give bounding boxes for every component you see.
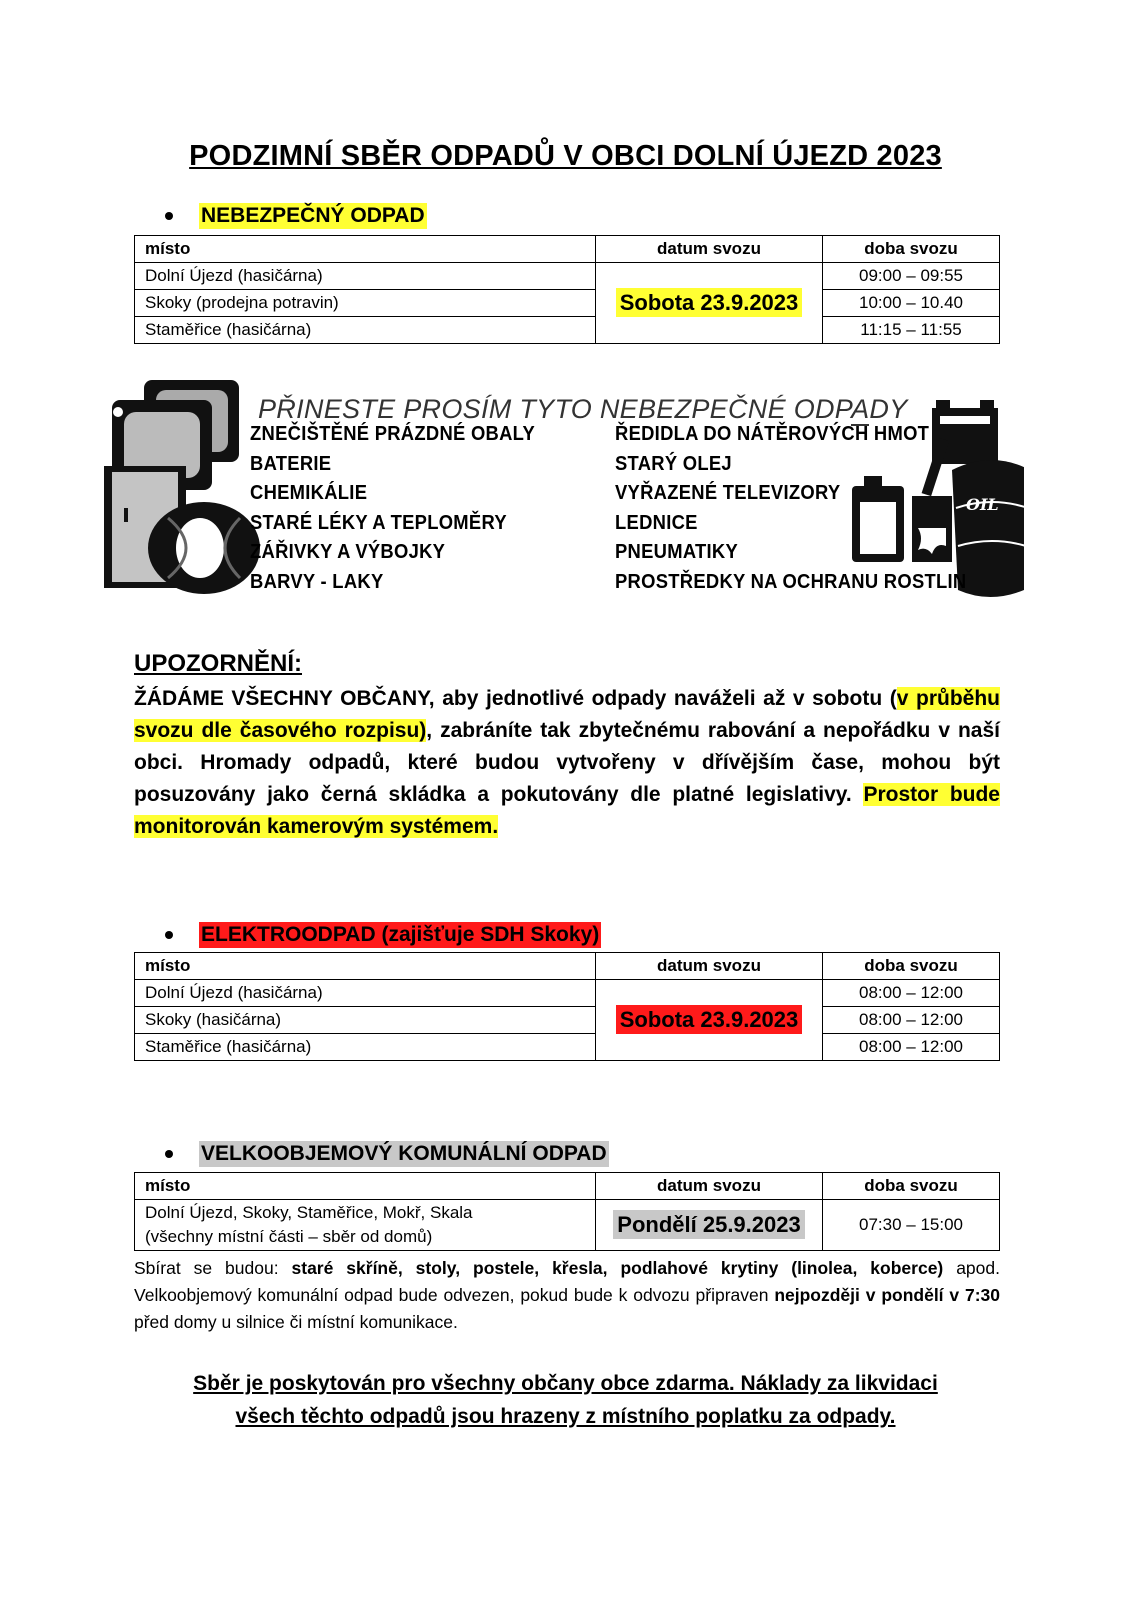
time-cell: 08:00 – 12:00 [823,1007,1000,1034]
column-header-place: místo [135,236,596,263]
list-item: ZÁŘIVKY A VÝBOJKY [250,541,446,563]
warning-title: UPOZORNĚNÍ: [134,650,302,677]
list-item: LEDNICE [615,511,698,534]
place-cell: Dolní Újezd (hasičárna) [135,263,596,290]
column-header-time: doba svozu [823,953,1000,980]
list-item: STARÉ LÉKY A TEPLOMĚRY [250,511,507,534]
hazardous-section-heading [165,203,427,229]
note-bold: nejpozději v pondělí v 7:30 [774,1285,1000,1305]
column-header-date: datum svozu [596,236,823,263]
bulky-section-heading [165,1141,609,1167]
warning-highlight: Prostor bude monitorován kamerovým systémem. [134,783,1000,838]
bulky-schedule-table [134,1172,1000,1251]
note-part: Sbírat se budou: [134,1258,292,1278]
promo-heading-part: PŘINESTE PROSÍM TYTO NEBEZPEČNÉ ODP [258,394,852,424]
note-part: před domy u silnice či místní komunikace. [134,1312,458,1332]
table-row [135,263,1000,290]
list-item: VYŘAZENÉ TELEVIZORY [615,482,841,504]
place-cell: Staměřice (hasičárna) [135,317,596,344]
list-item: ZNEČIŠTĚNÉ PRÁZDNÉ OBALY [250,423,536,445]
promo-list-left [250,420,535,597]
date-cell [596,1200,823,1251]
time-cell: 08:00 – 12:00 [823,980,1000,1007]
footer-line: všech těchto odpadů jsou hrazeny z místního poplatku za odpady. [235,1405,896,1428]
place-cell: Skoky (prodejna potravin) [135,290,596,317]
bullet-icon [165,1150,173,1158]
bulky-note [134,1255,1000,1336]
warning-text [134,683,1000,843]
collection-date: Sobota 23.9.2023 [616,1005,803,1034]
column-header-date: datum svozu [596,1173,823,1200]
warning-highlight: v průběhu svozu dle časového rozpisu) [134,687,1000,742]
collection-date: Sobota 23.9.2023 [616,288,803,317]
place-cell: Dolní Újezd (hasičárna) [135,980,596,1007]
hazardous-heading-label: NEBEZPEČNÝ ODPAD [201,204,425,227]
column-header-date: datum svozu [596,953,823,980]
place-cell: Skoky (hasičárna) [135,1007,596,1034]
table-row [135,1034,1000,1061]
date-cell [596,980,823,1061]
note-bold: staré skříně, stoly, postele, křesla, podlahové krytiny (linolea, koberce) [291,1258,944,1278]
list-item: PNEUMATIKY [615,541,739,563]
list-item: ŘEDIDLA DO NÁTĚROVÝCH HMOT [615,423,930,445]
barrel-label: OIL [966,495,999,514]
date-cell [596,263,823,344]
tire-icon [148,502,260,594]
time-cell: 08:00 – 12:00 [823,1034,1000,1061]
time-cell: 09:00 – 09:55 [823,263,1000,290]
collection-date: Pondělí 25.9.2023 [613,1210,804,1239]
list-item: STARÝ OLEJ [615,452,732,475]
table-header-row [135,953,1000,980]
table-header-row [135,1173,1000,1200]
footer-notice [0,1367,1131,1433]
list-item: BARVY - LAKY [250,570,384,593]
warning-text-part: ŽÁDÁME VŠECHNY OBČANY, aby jednotlivé odpady naváželi až v sobotu ( [134,687,897,710]
warning-text-part: , zabráníte tak zbytečnému rabování a nepořádku v naší obci. Hromady odpadů, které budou vytvořeny v dřívějším čase, mohou být posuzovány jako černá skládka a pokutovány dle platné legislativy. [134,719,1000,806]
promo-heading-part: DY [869,394,908,424]
electro-schedule-table [134,952,1000,1061]
time-cell: 07:30 – 15:00 [823,1200,1000,1251]
bullet-icon [165,212,173,220]
bulky-heading-label: VELKOOBJEMOVÝ KOMUNÁLNÍ ODPAD [201,1142,607,1165]
list-item: CHEMIKÁLIE [250,482,368,504]
table-row [135,980,1000,1007]
hazardous-schedule-table [134,235,1000,344]
place-line: Dolní Újezd, Skoky, Staměřice, Mokř, Skala [145,1203,473,1222]
promo-heading-part: A [851,394,870,424]
column-header-place: místo [135,1173,596,1200]
place-cell: Staměřice (hasičárna) [135,1034,596,1061]
time-cell: 10:00 – 10.40 [823,290,1000,317]
place-cell [135,1200,596,1251]
note-part: apod. Velkoobjemový komunální odpad bude odvezen, pokud bude k odvozu připraven [134,1258,1000,1305]
list-item: PROSTŘEDKY NA OCHRANU ROSTLIN [615,570,967,593]
table-row [135,290,1000,317]
time-cell: 11:15 – 11:55 [823,317,1000,344]
table-header-row [135,236,1000,263]
table-row [135,317,1000,344]
column-header-place: místo [135,953,596,980]
page-title: PODZIMNÍ SBĚR ODPADŮ V OBCI DOLNÍ ÚJEZD 2023 [189,140,942,172]
column-header-time: doba svozu [823,236,1000,263]
bullet-icon [165,931,173,939]
promo-list-right [615,420,966,597]
place-line: (všechny místní části – sběr od domů) [145,1227,433,1246]
list-item: BATERIE [250,452,332,475]
column-header-time: doba svozu [823,1173,1000,1200]
electro-section-heading [165,922,601,948]
table-row [135,1200,1000,1251]
electro-heading-label: ELEKTROODPAD (zajišťuje SDH Skoky) [201,923,600,946]
footer-line: Sběr je poskytován pro všechny občany obce zdarma. Náklady za likvidaci [193,1372,938,1395]
table-row [135,1007,1000,1034]
